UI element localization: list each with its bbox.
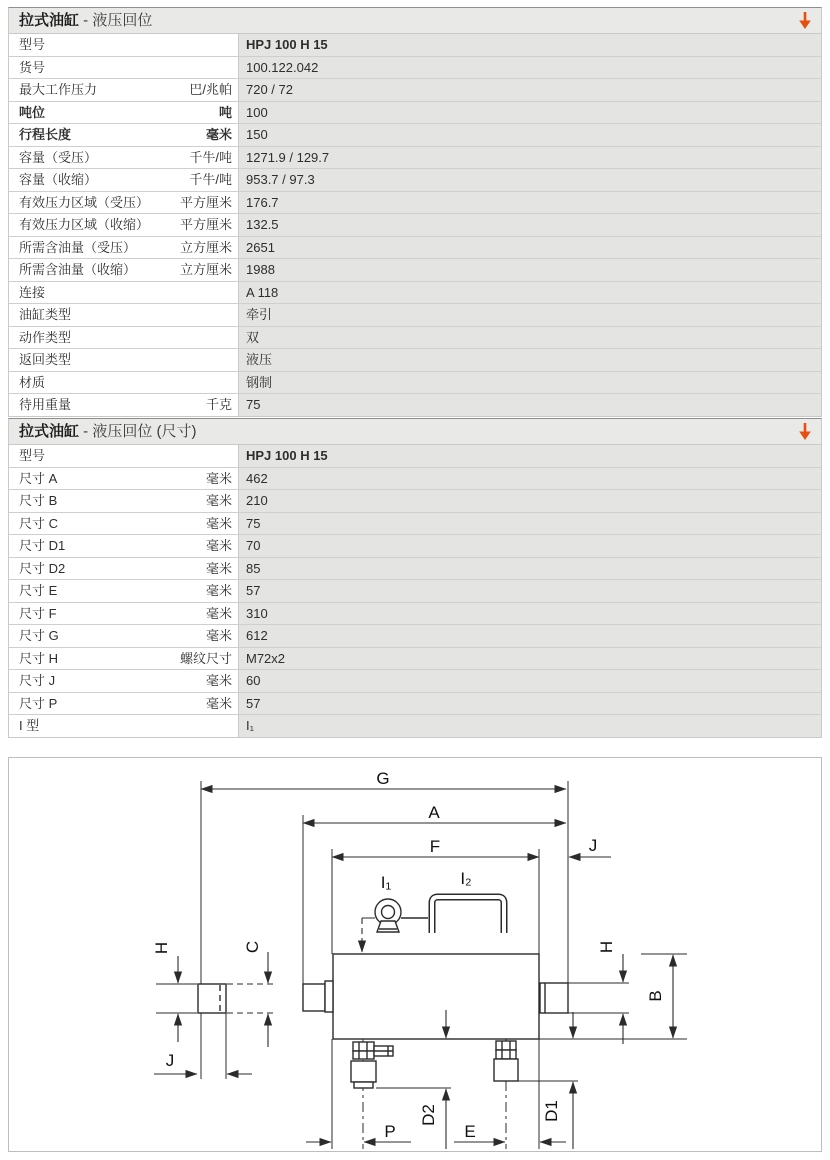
table-row: [9, 669, 821, 692]
table-row: [9, 258, 821, 281]
row-value: 1271.9 / 129.7: [238, 147, 821, 169]
row-label: 尺寸 B: [19, 493, 58, 508]
table-row: [9, 326, 821, 349]
table-row: [9, 303, 821, 326]
row-value: 75: [238, 513, 821, 535]
table-row: [9, 692, 821, 715]
table-row: [9, 557, 821, 580]
table-body: [9, 34, 821, 416]
row-unit: 立方厘米: [179, 262, 232, 277]
row-label: 有效压力区域（收缩）: [19, 217, 150, 232]
row-label: 有效压力区域（受压）: [19, 194, 150, 210]
row-label: 所需含油量（受压）: [19, 239, 137, 255]
dim-label-h-right: H: [597, 940, 616, 954]
row-label: I 型: [19, 718, 40, 733]
port-fitting-right: [494, 1041, 518, 1081]
row-label: 型号: [19, 37, 46, 52]
row-value: M72x2: [238, 648, 821, 670]
table-row: [9, 123, 821, 146]
table-row: [9, 191, 821, 214]
dimension-drawing: [8, 757, 822, 1152]
row-unit: 千牛/吨: [189, 149, 232, 165]
row-value: 钢制: [238, 372, 821, 394]
table-row: [9, 393, 821, 416]
row-unit: 毫米: [205, 493, 232, 508]
row-label: 货号: [19, 59, 46, 75]
row-unit: 毫米: [205, 538, 232, 553]
row-value: 310: [238, 603, 821, 625]
row-unit: 千克: [205, 397, 232, 412]
table-row: [9, 34, 821, 56]
row-value: 1988: [238, 259, 821, 281]
table-row: [9, 146, 821, 169]
row-value: 100: [238, 102, 821, 124]
row-label: 尺寸 D1: [19, 538, 66, 553]
dim-label-i1: I₁: [380, 873, 392, 892]
spec-table-dimensions: [8, 418, 822, 738]
table-row: [9, 489, 821, 512]
table-row: [9, 101, 821, 124]
row-label: 返回类型: [19, 352, 72, 367]
row-unit: 千牛/吨: [189, 172, 232, 187]
dim-label-j-bottom: J: [165, 1051, 175, 1070]
detached-boss: [198, 984, 226, 1013]
row-unit: 毫米: [205, 628, 232, 643]
row-label: 动作类型: [19, 329, 72, 345]
row-unit: 毫米: [205, 583, 232, 598]
row-unit: 毫米: [205, 127, 232, 142]
row-label: 尺寸 P: [19, 695, 58, 711]
table-title-product: 拉式油缸: [19, 423, 80, 440]
table-row: [9, 281, 821, 304]
table-row: [9, 714, 821, 737]
row-unit: 毫米: [205, 470, 232, 486]
row-value: A 118: [238, 282, 821, 304]
row-unit: 吨: [218, 104, 232, 120]
dim-label-j-top: J: [588, 836, 598, 855]
table-row: [9, 78, 821, 101]
dim-label-h-left: H: [152, 941, 171, 955]
dim-label-a: A: [428, 803, 440, 822]
row-value: 462: [238, 468, 821, 490]
row-unit: 毫米: [205, 673, 232, 688]
row-unit: 毫米: [205, 695, 232, 711]
table-row: [9, 56, 821, 79]
port-fitting-left: [351, 1042, 393, 1088]
table-title-variant: - 液压回位: [79, 12, 153, 29]
handle-icon: [432, 897, 504, 933]
dim-label-p: P: [384, 1122, 396, 1141]
row-label: 型号: [19, 448, 46, 463]
row-label: 尺寸 H: [19, 650, 59, 666]
row-value: 57: [238, 580, 821, 602]
row-unit: 螺纹尺寸: [179, 650, 232, 666]
row-value: I₁: [238, 715, 821, 737]
row-unit: 立方厘米: [179, 239, 232, 255]
row-value: 60: [238, 670, 821, 692]
table-header: [9, 8, 821, 34]
cylinder-body: [198, 954, 568, 1039]
row-label: 行程长度: [19, 127, 72, 142]
collapse-arrow-icon[interactable]: [796, 11, 814, 30]
row-value: 720 / 72: [238, 79, 821, 101]
row-label: 最大工作压力: [19, 82, 98, 97]
row-value: 612: [238, 625, 821, 647]
dim-label-e: E: [464, 1122, 476, 1141]
row-unit: 毫米: [205, 605, 232, 621]
table-row: [9, 236, 821, 259]
row-value: 液压: [238, 349, 821, 371]
row-value: 85: [238, 558, 821, 580]
row-label: 连接: [19, 284, 46, 300]
table-row: [9, 168, 821, 191]
collapse-arrow-icon[interactable]: [796, 422, 814, 441]
dim-label-i2: I₂: [460, 869, 472, 888]
row-label: 尺寸 F: [19, 605, 57, 621]
row-value: 210: [238, 490, 821, 512]
eye-bolt-icon: [362, 899, 428, 952]
table-row: [9, 467, 821, 490]
row-value: 132.5: [238, 214, 821, 236]
row-unit: 毫米: [205, 560, 232, 576]
spec-table-main: [8, 7, 822, 417]
cylinder-schematic: [9, 758, 821, 1151]
dim-label-d1: D1: [542, 1100, 561, 1122]
row-unit: 毫米: [205, 515, 232, 531]
row-label: 尺寸 C: [19, 515, 59, 531]
table-row: [9, 371, 821, 394]
row-label: 油缸类型: [19, 307, 72, 322]
table-row: [9, 512, 821, 535]
row-value: 2651: [238, 237, 821, 259]
row-label: 待用重量: [19, 397, 72, 412]
row-label: 尺寸 A: [19, 470, 58, 486]
row-unit: 巴/兆帕: [189, 82, 232, 97]
row-unit: 平方厘米: [179, 194, 232, 210]
row-label: 容量（受压）: [19, 149, 98, 165]
table-row: [9, 213, 821, 236]
row-label: 尺寸 G: [19, 628, 59, 643]
dim-label-b: B: [646, 990, 665, 1002]
row-value: 100.122.042: [238, 57, 821, 79]
row-value: HPJ 100 H 15: [238, 445, 821, 467]
dim-label-f: F: [429, 837, 441, 856]
table-row: [9, 534, 821, 557]
row-value: 176.7: [238, 192, 821, 214]
table-title-product: 拉式油缸: [19, 12, 80, 29]
row-label: 所需含油量（收缩）: [19, 262, 137, 277]
table-row: [9, 445, 821, 467]
row-label: 尺寸 D2: [19, 560, 66, 576]
table-row: [9, 624, 821, 647]
table-row: [9, 602, 821, 625]
table-header: [9, 419, 821, 445]
row-value: 150: [238, 124, 821, 146]
row-label: 尺寸 J: [19, 673, 56, 688]
row-value: HPJ 100 H 15: [238, 34, 821, 56]
table-title-variant: - 液压回位 (尺寸): [79, 423, 197, 440]
row-label: 材质: [19, 374, 46, 390]
row-label: 吨位: [19, 104, 46, 120]
row-label: 尺寸 E: [19, 583, 58, 598]
row-value: 70: [238, 535, 821, 557]
row-unit: 平方厘米: [179, 217, 232, 232]
table-row: [9, 579, 821, 602]
table-row: [9, 348, 821, 371]
table-row: [9, 647, 821, 670]
row-value: 牵引: [238, 304, 821, 326]
row-value: 57: [238, 693, 821, 715]
row-value: 953.7 / 97.3: [238, 169, 821, 191]
dim-label-g: G: [376, 769, 390, 788]
dim-label-d2: D2: [419, 1104, 438, 1126]
row-value: 双: [238, 327, 821, 349]
row-value: 75: [238, 394, 821, 416]
table-body: [9, 445, 821, 737]
row-label: 容量（收缩）: [19, 172, 98, 187]
dim-label-c: C: [243, 940, 262, 954]
